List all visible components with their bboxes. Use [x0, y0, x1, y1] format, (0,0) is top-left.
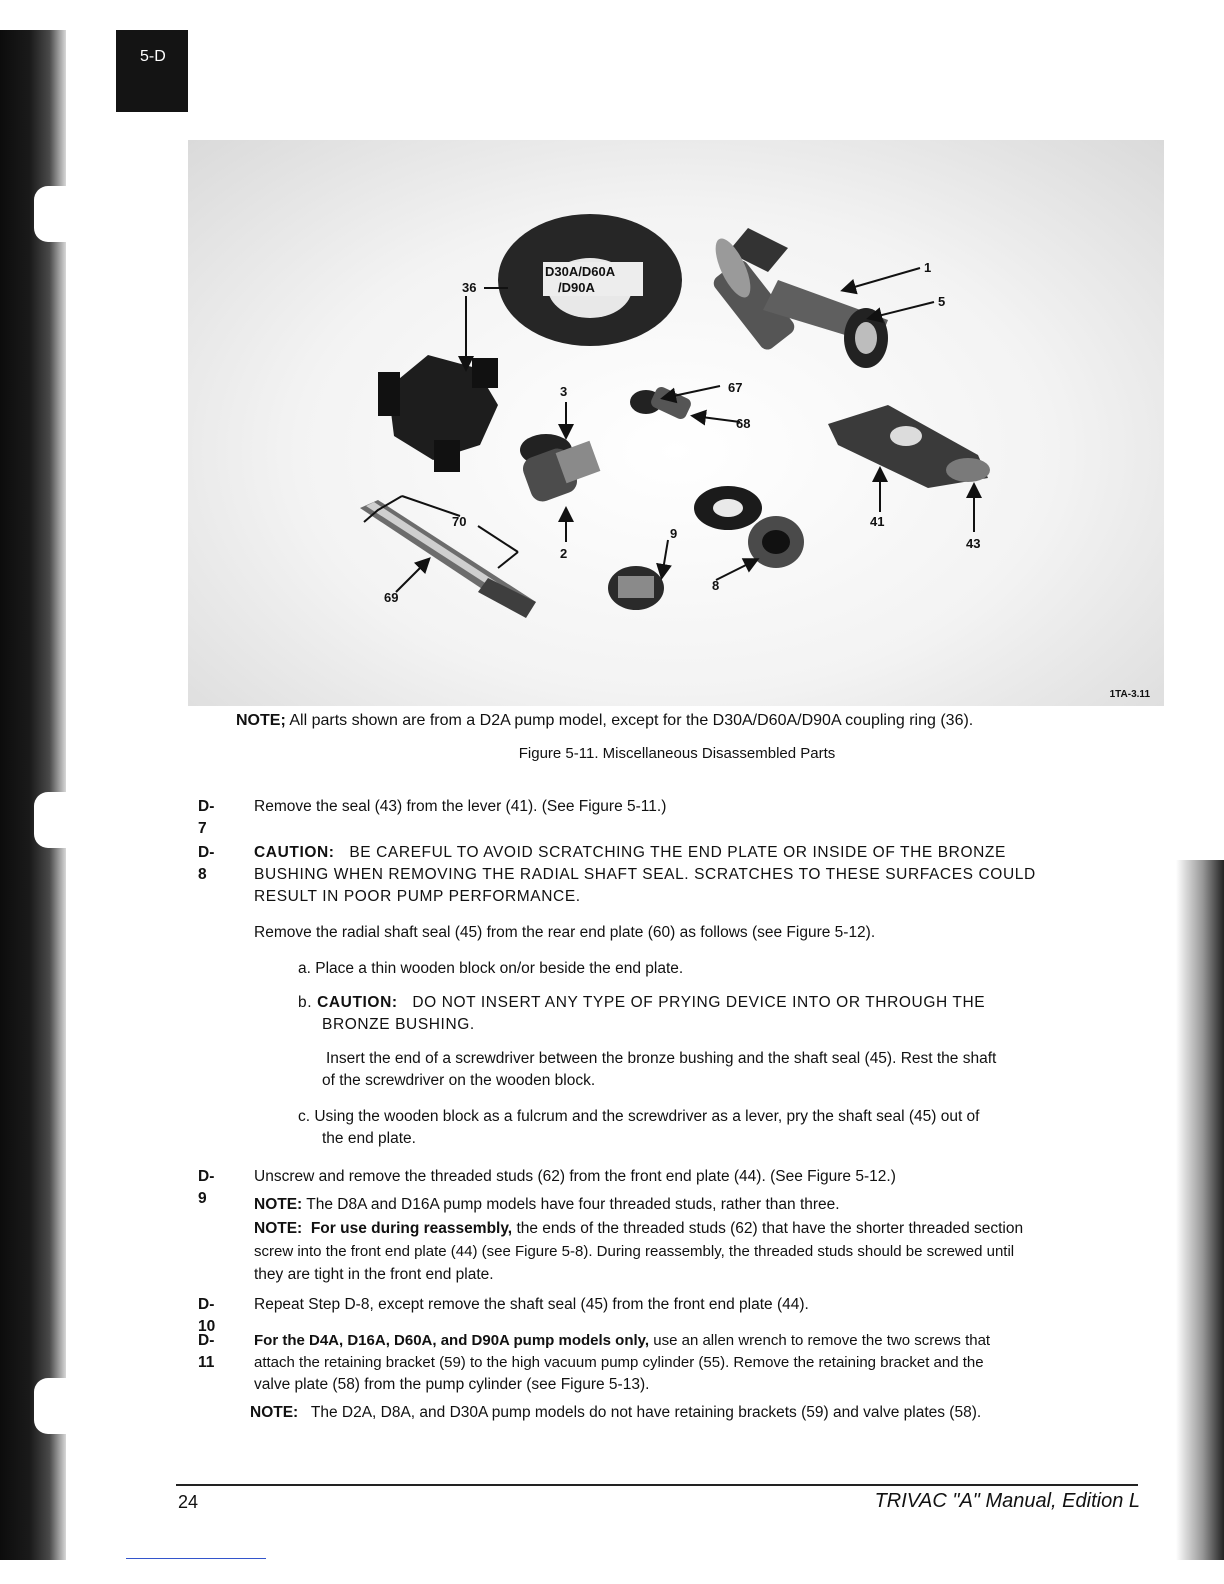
- callout-43: 43: [966, 536, 981, 551]
- step-d8-b-caution-line1: [298, 992, 1158, 1014]
- impeller-part: [378, 355, 498, 472]
- page-number: 24: [178, 1492, 199, 1512]
- callout-1: 1: [924, 260, 932, 275]
- binder-hole-middle: [34, 792, 80, 848]
- callout-67: 67: [728, 380, 743, 395]
- step-d8-a: a. Place a thin wooden block on/or beside the end plate.: [298, 960, 684, 977]
- binder-hole-bottom: [34, 1378, 80, 1434]
- step-d10-number: D-10: [198, 1296, 216, 1335]
- step-d8-intro: Remove the radial shaft seal (45) from the rear end plate (60) as follows (see Figure 5-12).: [254, 924, 876, 941]
- callout-41: 41: [870, 514, 885, 529]
- step-d11-note-text: The D2A, D8A, and D30A pump models do not have retaining brackets (59) and valve plates (58).: [310, 1404, 982, 1421]
- step-d9-note1-text: The D8A and D16A pump models have four threaded studs, rather than three.: [306, 1196, 840, 1213]
- step-d8-c-line1: c. Using the wooden block as a fulcrum and the screwdriver as a lever, pry the shaft seal (45) out of: [298, 1108, 980, 1125]
- step-d9-note2-line1: [254, 1218, 1184, 1240]
- step-d11-note: [250, 1402, 1190, 1424]
- step-d10-text: Repeat Step D-8, except remove the shaft seal (45) from the front end plate (44).: [254, 1296, 809, 1313]
- step-d9-note2-line2: screw into the front end plate (44) (see Figure 5-8). During reassembly, the threaded studs should be screwed until: [254, 1243, 1015, 1260]
- small-bolt-part: [630, 385, 693, 421]
- binder-hole-top: [34, 186, 80, 242]
- step-d8-caution-label: CAUTION:: [254, 844, 335, 861]
- callout-5: 5: [938, 294, 946, 309]
- step-d9-note2-bold: For use during reassembly,: [310, 1220, 513, 1237]
- figure-reference-code: 1TA-3.11: [1109, 689, 1150, 700]
- figure-caption: Figure 5-11. Miscellaneous Disassembled Parts: [518, 745, 836, 762]
- scan-artifact-line: [126, 1558, 266, 1559]
- step-d11-bold: For the D4A, D16A, D60A, and D90A pump models only,: [254, 1332, 650, 1349]
- step-d8-caution-line1: [254, 842, 1164, 864]
- section-tab: [116, 30, 188, 112]
- step-d8-caution-text1: BE CAREFUL TO AVOID SCRATCHING THE END PLATE OR INSIDE OF THE BRONZE: [349, 844, 1006, 861]
- step-d8-b-line2: of the screwdriver on the wooden block.: [322, 1072, 596, 1089]
- step-d9-note2-text1: the ends of the threaded studs (62) that have the shorter threaded section: [516, 1220, 1024, 1237]
- step-d11-line1: [254, 1330, 1194, 1352]
- callout-8: 8: [712, 578, 720, 593]
- step-d11-number: D-11: [198, 1332, 215, 1371]
- shaft-flange-part: [709, 228, 888, 368]
- step-d8-caution-line2: BUSHING WHEN REMOVING THE RADIAL SHAFT SEAL. SCRATCHES TO THESE SURFACES COULD: [254, 866, 1036, 883]
- threaded-plug-part: [520, 434, 601, 505]
- section-tab-label: 5-D: [140, 48, 166, 65]
- step-d8-caution-line3: RESULT IN POOR PUMP PERFORMANCE.: [254, 888, 581, 905]
- step-d11-line2: attach the retaining bracket (59) to the high vacuum pump cylinder (55). Remove the retaining bracket and the: [254, 1354, 984, 1371]
- bushing-part: [748, 516, 804, 568]
- parts-photo: [188, 140, 1164, 706]
- callout-36: 36: [462, 280, 477, 295]
- step-d11-line3: valve plate (58) from the pump cylinder (see Figure 5-13).: [254, 1376, 650, 1393]
- page-edge-shadow: [1176, 860, 1224, 1560]
- washer-part: [694, 486, 762, 530]
- step-d8-b-line1: Insert the end of a screwdriver between the bronze bushing and the shaft seal (45). Rest the shaft: [326, 1050, 997, 1067]
- callout-3: 3: [560, 384, 568, 399]
- step-d11-text1: use an allen wrench to remove the two screws that: [653, 1332, 991, 1349]
- part-label-line2: /D90A: [558, 280, 595, 295]
- manual-title: TRIVAC "A" Manual, Edition L: [874, 1490, 1140, 1512]
- figure-note-text: All parts shown are from a D2A pump model, except for the D30A/D60A/D90A coupling ring (36).: [289, 712, 974, 729]
- lever-part: [828, 405, 990, 488]
- figure-note: [236, 712, 1156, 730]
- step-d7-number: D-7: [198, 798, 215, 837]
- step-d8-b-prefix: b.: [298, 994, 313, 1011]
- step-d9-note2-line3: they are tight in the front end plate.: [254, 1266, 494, 1283]
- step-d9-number: D-9: [198, 1168, 215, 1207]
- footer-rule: [176, 1484, 1138, 1486]
- step-d8-b-caution-line2: BRONZE BUSHING.: [322, 1016, 475, 1033]
- step-d8-b-caution-text: DO NOT INSERT ANY TYPE OF PRYING DEVICE INTO OR THROUGH THE: [412, 994, 986, 1011]
- parts-illustration: [188, 140, 1164, 706]
- callout-9: 9: [670, 526, 678, 541]
- step-d8-b-caution-label: CAUTION:: [317, 994, 398, 1011]
- callout-2: 2: [560, 546, 568, 561]
- step-d8-number: D-8: [198, 844, 215, 883]
- part-label-line1: D30A/D60A: [545, 264, 616, 279]
- step-d9-note1: [254, 1194, 1164, 1216]
- step-d8-c-line2: the end plate.: [322, 1130, 416, 1147]
- figure-note-label: NOTE;: [236, 712, 286, 729]
- step-d9-note1-label: NOTE:: [254, 1196, 303, 1213]
- callout-68: 68: [736, 416, 751, 431]
- callout-70: 70: [452, 514, 467, 529]
- step-d11-note-label: NOTE:: [250, 1404, 299, 1421]
- gear-nut-part: [608, 566, 664, 610]
- callout-69: 69: [384, 590, 399, 605]
- step-d7-text: Remove the seal (43) from the lever (41). (See Figure 5-11.): [254, 798, 667, 815]
- step-d9-note2-label: NOTE:: [254, 1220, 303, 1237]
- step-d9-text: Unscrew and remove the threaded studs (62) from the front end plate (44). (See Figure 5-12.): [254, 1168, 896, 1185]
